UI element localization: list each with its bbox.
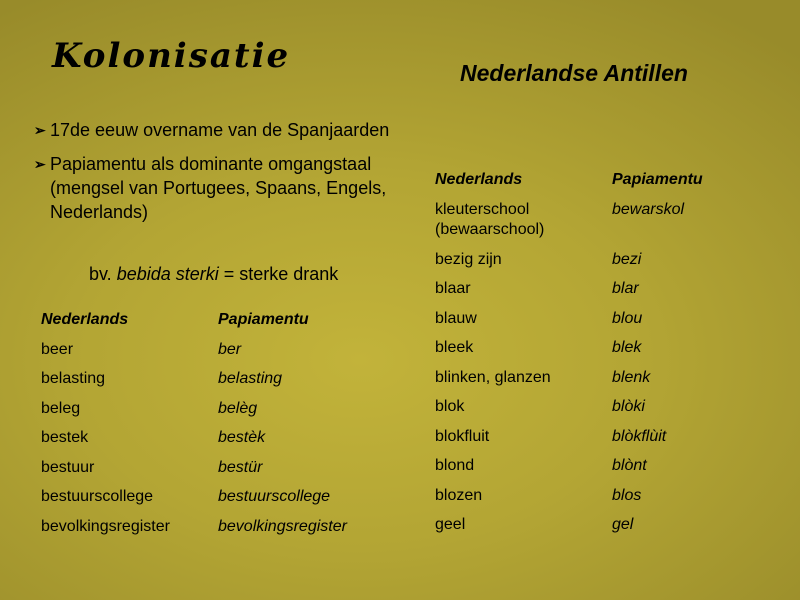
example-suffix: = sterke drank [218, 264, 339, 284]
papiamentu-cell: gel [612, 516, 634, 533]
bullet-text: 17de eeuw overname van de Spanjaarden [50, 120, 390, 140]
papiamentu-cell: blòkflùit [612, 427, 667, 445]
dutch-cell: bestuur [41, 458, 95, 476]
papiamentu-cell: blos [612, 486, 642, 504]
column-header: Papiamentu [218, 311, 309, 328]
dutch-cell: blaar [435, 280, 471, 297]
table-row [435, 200, 703, 250]
bullet-text: Papiamentu als dominante omgangstaal (mengsel van Portugees, Spaans, Engels, Nederlands) [50, 154, 387, 222]
dutch-cell: beer [41, 340, 74, 358]
papiamentu-cell: blònt [612, 457, 647, 474]
table-row [41, 369, 347, 399]
papiamentu-cell: blòki [612, 398, 645, 415]
table-row [435, 250, 703, 280]
bullet-list [34, 118, 414, 234]
slide-title: Kolonisatie [52, 36, 291, 76]
dutch-cell: blozen [435, 486, 483, 504]
dutch-cell: blauw [435, 309, 477, 327]
papiamentu-cell: blou [612, 309, 643, 327]
table-row [435, 456, 703, 486]
table-row [435, 397, 703, 427]
table-row [435, 515, 703, 545]
arrow-bullet-icon: ➢ [34, 122, 46, 138]
papiamentu-cell: bestuurscollege [218, 488, 331, 505]
dutch-cell: beleg [41, 399, 81, 417]
table-row [41, 428, 347, 458]
papiamentu-cell: bewarskol [612, 200, 685, 218]
dutch-cell: blokfluit [435, 427, 490, 445]
table-row [435, 338, 703, 368]
example-line [89, 264, 338, 285]
papiamentu-cell: blar [612, 280, 639, 297]
dutch-cell: bleek [435, 339, 474, 356]
table-row [435, 368, 703, 398]
dutch-cell: blinken, glanzen [435, 368, 551, 386]
table-row [435, 486, 703, 516]
table-row [41, 399, 347, 429]
table-row [435, 427, 703, 457]
dutch-cell: geel [435, 516, 466, 533]
papiamentu-cell: blenk [612, 368, 651, 386]
bullet-item [34, 118, 414, 142]
dutch-cell: belasting [41, 370, 106, 387]
arrow-bullet-icon: ➢ [34, 156, 46, 172]
dutch-cell: bestuurscollege [41, 488, 154, 505]
papiamentu-cell: bestür [218, 458, 263, 476]
papiamentu-cell: belèg [218, 399, 258, 417]
table-header-row [41, 310, 347, 340]
dutch-cell: bezig zijn [435, 250, 502, 268]
column-header: Nederlands [435, 171, 523, 188]
dutch-cell: bevolkingsregister [41, 517, 170, 535]
left-vocabulary-table [41, 310, 347, 546]
papiamentu-cell: blek [612, 339, 642, 356]
right-vocabulary-table [435, 170, 703, 545]
table-header-row [435, 170, 703, 200]
table-row [435, 279, 703, 309]
slide-subtitle: Nederlandse Antillen [460, 60, 688, 86]
table-row [41, 340, 347, 370]
dutch-cell: blond [435, 457, 475, 474]
bullet-item [34, 152, 414, 224]
column-header: Papiamentu [612, 171, 703, 188]
papiamentu-cell: bestèk [218, 429, 266, 446]
example-prefix: bv. [89, 264, 117, 284]
table-row [41, 487, 347, 517]
papiamentu-cell: bezi [612, 250, 642, 268]
table-row [41, 517, 347, 547]
table-row [435, 309, 703, 339]
dutch-cell: kleuterschool (bewaarschool) [435, 200, 545, 238]
dutch-cell: bestek [41, 429, 89, 446]
column-header: Nederlands [41, 311, 129, 328]
papiamentu-cell: bevolkingsregister [218, 517, 347, 535]
example-term: bebida sterki [116, 264, 219, 284]
papiamentu-cell: belasting [218, 370, 283, 387]
papiamentu-cell: ber [218, 340, 242, 358]
dutch-cell: blok [435, 398, 465, 415]
table-row [41, 458, 347, 488]
